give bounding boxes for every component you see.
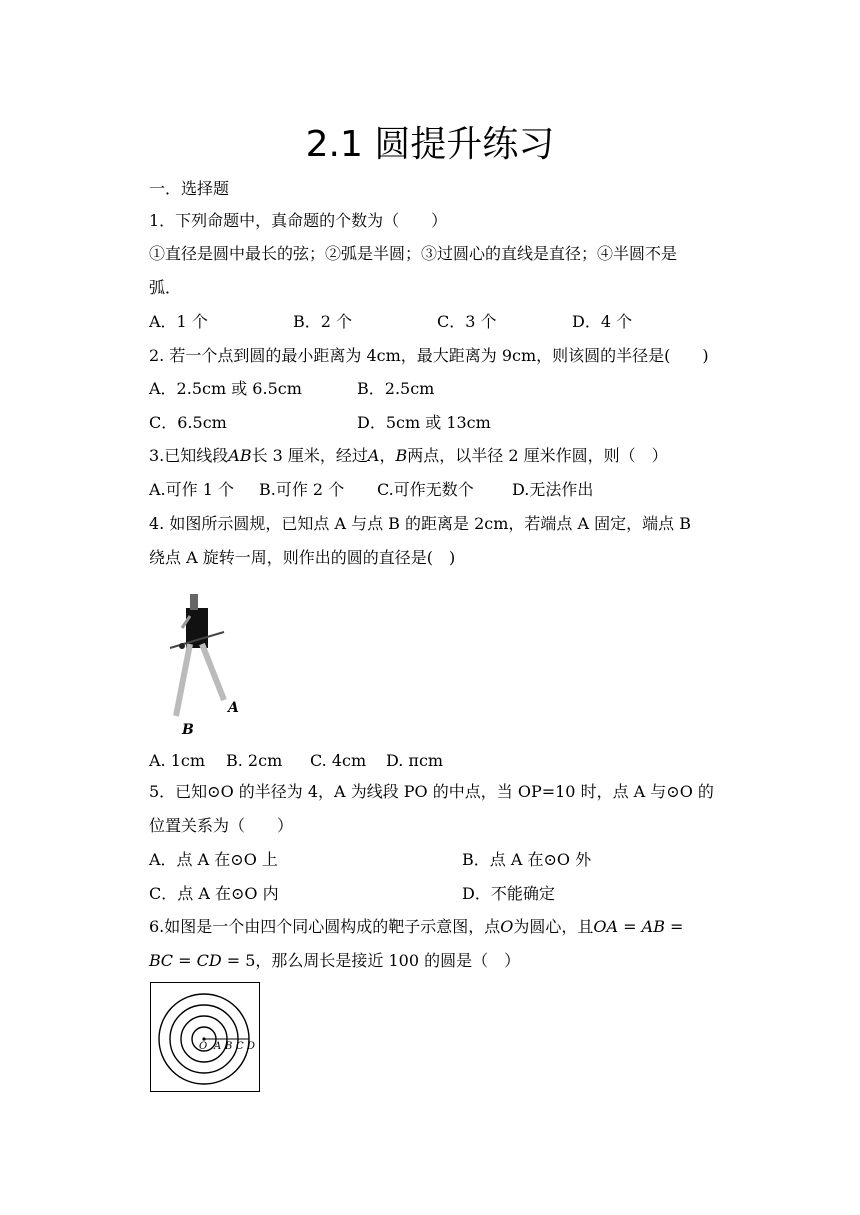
question-1-option-a: A．1 个 [149, 312, 208, 331]
label-a: A [228, 700, 239, 716]
compass-leg-b [176, 644, 190, 716]
question-6-stem: 6.如图是一个由四个同心圆构成的靶子示意图，点𝑂为圆心，且𝑂𝐴 = 𝐴𝐵 = [149, 917, 684, 936]
question-1-option-b: B．2 个 [293, 312, 353, 331]
label-c: C [236, 1041, 244, 1052]
question-5-option-d: D．不能确定 [462, 884, 555, 903]
question-3-option-d: D.无法作出 [512, 480, 594, 499]
question-5-stem-cont: 位置关系为（ ） [149, 816, 294, 835]
question-5-option-b: B．点 A 在⊙O 外 [462, 850, 592, 869]
label-b: B [182, 722, 194, 736]
question-2-option-c: C．6.5cm [149, 413, 227, 432]
question-3-option-c: C.可作无数个 [377, 480, 474, 499]
question-1-option-d: D．4 个 [572, 312, 633, 331]
label-d: D [247, 1041, 256, 1052]
question-4-option-d: D. πcm [386, 751, 444, 770]
label-a: A [214, 1041, 222, 1052]
question-6-stem-cont: 𝐵𝐶 = 𝐶𝐷 = 5，那么周长是接近 100 的圆是（ ） [149, 951, 521, 970]
question-2-stem: 2. 若一个点到圆的最小距离为 4cm，最大距离为 9cm，则该圆的半径是( ) [149, 346, 709, 365]
compass-handle [190, 594, 198, 610]
section-heading: 一．选择题 [149, 179, 230, 198]
question-5-stem: 5．已知⊙O 的半径为 4，A 为线段 PO 的中点，当 OP=10 时，点 A 与⊙O 的 [149, 782, 714, 801]
question-1-stem: 1．下列命题中，真命题的个数为（ ） [149, 211, 448, 230]
question-4-option-c: C. 4cm [310, 751, 367, 770]
label-b: B [225, 1041, 233, 1052]
target-figure [150, 982, 260, 1092]
question-4-stem: 4. 如图所示圆规，已知点 A 与点 B 的距离是 2cm，若端点 A 固定，端点 B [149, 514, 691, 533]
question-1-option-c: C．3 个 [437, 312, 497, 331]
question-1-body-cont: 弧． [149, 278, 182, 297]
question-2-option-d: D．5cm 或 13cm [357, 413, 491, 432]
compass-figure [160, 588, 256, 736]
question-2-option-b: B．2.5cm [357, 379, 435, 398]
label-o: O [199, 1041, 208, 1052]
compass-leg-a [202, 644, 224, 700]
question-3-option-a: A.可作 1 个 [149, 480, 234, 499]
question-1-body: ①直径是圆中最长的弦；②弧是半圆；③过圆心的直线是直径；④半圆不是 [149, 244, 678, 263]
question-4-option-a: A. 1cm [149, 751, 206, 770]
question-3-stem: 3.已知线段𝐴𝐵长 3 厘米，经过𝐴，𝐵两点，以半径 2 厘米作圆，则（ ） [149, 446, 668, 465]
page-title: 2.1 圆提升练习 [305, 124, 555, 165]
question-3-option-b: B.可作 2 个 [259, 480, 345, 499]
question-4-option-b: B. 2cm [226, 751, 283, 770]
question-2-option-a: A．2.5cm 或 6.5cm [149, 379, 302, 398]
question-5-option-c: C．点 A 在⊙O 内 [149, 884, 279, 903]
question-4-stem-cont: 绕点 A 旋转一周，则作出的圆的直径是( ) [149, 548, 456, 567]
question-5-option-a: A．点 A 在⊙O 上 [149, 850, 278, 869]
